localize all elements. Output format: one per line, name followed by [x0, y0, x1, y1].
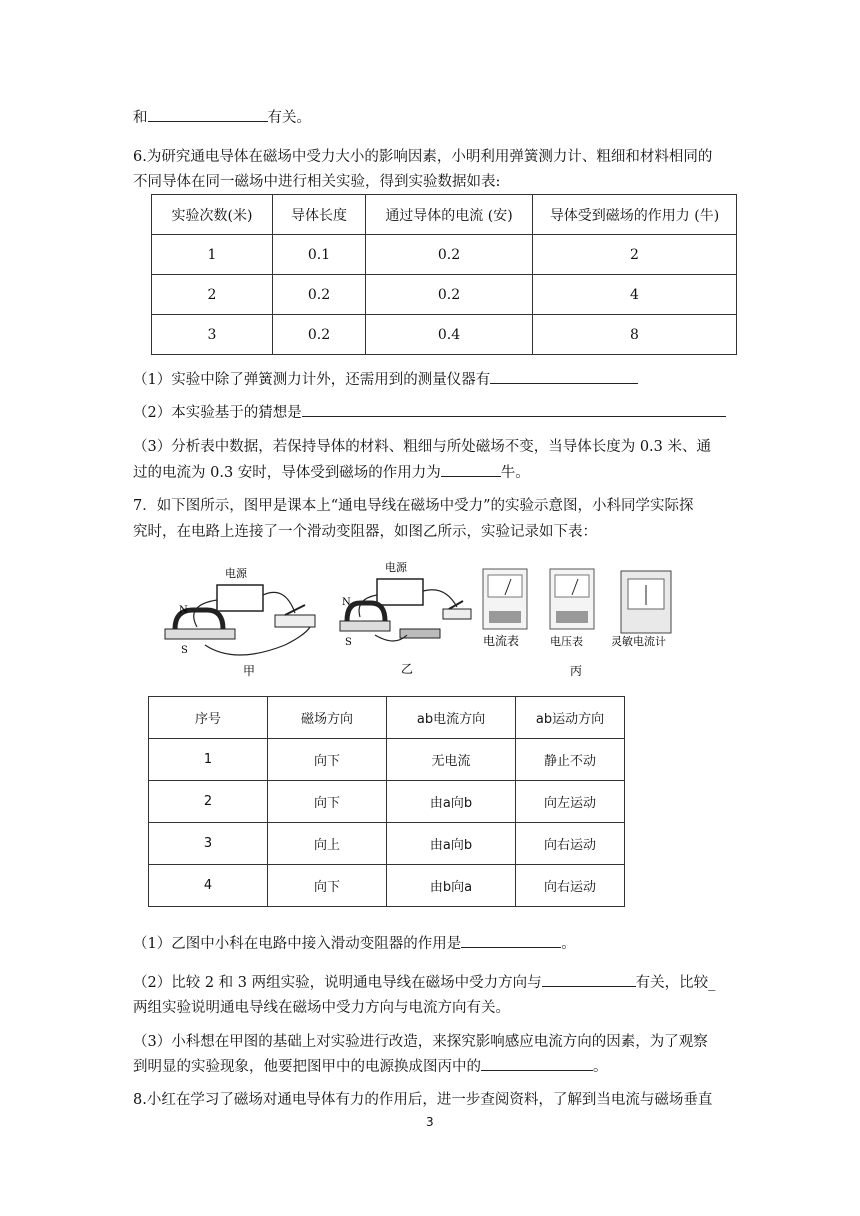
q7-sub1: [133, 932, 576, 953]
q7-sub2-line2: 两组实验说明通电导线在磁场中受力方向与电流方向有关。: [133, 1000, 510, 1016]
table-header-row: [152, 195, 737, 235]
table-cell: 向下: [268, 739, 387, 781]
q6-stem-line2: 不同导体在同一磁场中进行相关实验，得到实验数据如表:: [133, 174, 501, 190]
power-label: 电源: [385, 561, 407, 574]
switch-lever: [285, 605, 305, 615]
galvanometer-label: 灵敏电流计: [611, 635, 666, 648]
apparatus-jia: [165, 566, 315, 678]
table-header: ab运动方向: [516, 697, 625, 739]
experiment-figure: [145, 555, 685, 685]
text: 到明显的实验现象，他要把图甲中的电源换成图丙中的: [133, 1059, 481, 1075]
table-cell: 向上: [268, 823, 387, 865]
table-cell: 3: [149, 823, 268, 865]
text: （1）乙图中小科在电路中接入滑动变阻器的作用是: [133, 936, 462, 952]
caption-bing: 丙: [570, 664, 583, 678]
table-row: [149, 739, 625, 781]
table-header: 序号: [149, 697, 268, 739]
magnet-base: [340, 621, 390, 631]
voltmeter-label: 电压表: [550, 635, 583, 648]
text: 有关，比较_: [635, 975, 716, 991]
q7-stem-line2: 究时，在电路上连接了一个滑动变阻器，如图乙所示，实验记录如下表：: [133, 524, 597, 540]
s-pole-label: S: [345, 637, 352, 648]
s-pole-label: S: [181, 645, 188, 656]
table-cell: 0.2: [273, 315, 366, 355]
q7-sub3-line2: [133, 1055, 608, 1076]
table-cell: 2: [533, 235, 737, 275]
table-cell: 由a向b: [387, 823, 516, 865]
text: 。: [593, 1059, 608, 1075]
table-cell: 8: [533, 315, 737, 355]
q6-sub3-line2: [133, 461, 530, 482]
q6-sub3-line1: （3）分析表中数据，若保持导体的材料、粗细与所处磁场不变，当导体长度为 0.3 米、通: [133, 439, 711, 455]
answer-blank[interactable]: [302, 402, 726, 417]
q6-sub2: [133, 401, 726, 422]
magnet-base: [165, 629, 235, 639]
table-cell: 静止不动: [516, 739, 625, 781]
table-row: [152, 315, 737, 355]
table-cell: 0.1: [273, 235, 366, 275]
table-row: [152, 275, 737, 315]
table-cell: 0.4: [366, 315, 533, 355]
power-supply-box: [377, 579, 423, 605]
table-row: [149, 781, 625, 823]
power-supply-box: [217, 585, 263, 611]
q6-sub1: [133, 368, 638, 389]
answer-blank[interactable]: [542, 972, 636, 987]
table-row: [149, 823, 625, 865]
table-cell: 0.2: [366, 235, 533, 275]
q6-stem-line1: 6.为研究通电导体在磁场中受力大小的影响因素，小明利用弹簧测力计、粗细和材料相同的: [133, 149, 713, 165]
text: 。: [561, 936, 576, 952]
table-cell: 2: [149, 781, 268, 823]
text: 和: [133, 110, 148, 126]
caption-yi: 乙: [401, 662, 414, 676]
table-cell: 向右运动: [516, 823, 625, 865]
q7-stem-line1: 7．如下图所示，图甲是课本上“通电导线在磁场中受力”的实验示意图，小科同学实际探: [133, 498, 694, 514]
table-cell: 1: [152, 235, 273, 275]
answer-blank[interactable]: [461, 933, 561, 948]
line-he: [133, 106, 311, 127]
horseshoe-magnet: [347, 603, 385, 621]
text: 过的电流为 0.3 安时，导体受到磁场的作用力为: [133, 465, 441, 481]
power-label: 电源: [225, 567, 247, 580]
experiment-table-1: [151, 194, 737, 355]
table-cell: 4: [149, 865, 268, 907]
table-cell: 向下: [268, 781, 387, 823]
table-row: [149, 865, 625, 907]
table-cell: 由a向b: [387, 781, 516, 823]
table-cell: 0.2: [273, 275, 366, 315]
switch: [275, 615, 315, 627]
text: （2）比较 2 和 3 两组实验，说明通电导线在磁场中受力方向与: [133, 975, 542, 991]
answer-blank[interactable]: [481, 1056, 593, 1071]
table-header: ab电流方向: [387, 697, 516, 739]
text: （1）实验中除了弹簧测力计外，还需用到的测量仪器有: [133, 372, 491, 388]
table-cell: 3: [152, 315, 273, 355]
answer-blank[interactable]: [148, 107, 268, 122]
table-cell: 向下: [268, 865, 387, 907]
q7-sub2-line1: [133, 971, 715, 992]
table-cell: 1: [149, 739, 268, 781]
table-cell: 由b向a: [387, 865, 516, 907]
text: 牛。: [500, 465, 530, 481]
table-header: 导体长度: [273, 195, 366, 235]
table-header: 导体受到磁场的作用力 (牛): [533, 195, 737, 235]
answer-blank[interactable]: [441, 462, 501, 477]
q8-stem-line1: 8.小红在学习了磁场对通电导体有力的作用后，进一步查阅资料，了解到当电流与磁场垂直: [133, 1092, 713, 1108]
table-cell: 2: [152, 275, 273, 315]
table-header-row: [149, 697, 625, 739]
caption-jia: 甲: [243, 664, 256, 678]
table-cell: 向左运动: [516, 781, 625, 823]
table-cell: 4: [533, 275, 737, 315]
experiment-table-2: [148, 696, 625, 907]
table-header: 磁场方向: [268, 697, 387, 739]
page-number: 3: [426, 1115, 434, 1129]
table-cell: 无电流: [387, 739, 516, 781]
table-cell: 0.2: [366, 275, 533, 315]
table-cell: 向右运动: [516, 865, 625, 907]
answer-blank[interactable]: [490, 369, 638, 384]
apparatus-yi: [340, 560, 471, 676]
table-header: 实验次数(米): [152, 195, 273, 235]
meters-bing: [483, 569, 671, 678]
n-pole-label: N: [342, 597, 351, 608]
text: （2）本实验基于的猜想是: [133, 405, 302, 421]
ammeter-label: 电流表: [483, 634, 520, 648]
table-row: [152, 235, 737, 275]
q7-sub3-line1: （3）小科想在甲图的基础上对实验进行改造，来探究影响感应电流方向的因素，为了观察: [133, 1034, 708, 1050]
n-pole-label: N: [179, 605, 188, 616]
switch: [443, 609, 471, 619]
table-header: 通过导体的电流 (安): [366, 195, 533, 235]
text: 有关。: [267, 110, 311, 126]
